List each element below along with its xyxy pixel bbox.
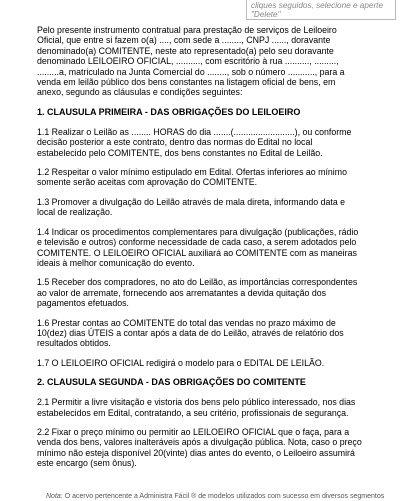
clause-1-2: 1.2 Respeitar o valor mínimo estipulado em Edital. Ofertas inferiores ao mínimo somente serão aceitas com aprovação do COMITENTE. [37,167,347,188]
intro-paragraph: Pelo presente instrumento contratual para prestação de serviços de Leiloeiro Oficial, que entre si fazem o(a) ...., com sede a ........, CNPJ ......, doravante denominado(a) COMITENTE, neste ato representado(a) pelo seu doravante denominado LEILOEIRO OFICIAL, .........., com escritório à rua .........., ........., .........a, matriculado na Junta Comercial do ........, sob o número ..........., para a venda em leilão público dos bens constantes na listagem oficial de bens, em anexo, segundo as cláusulas e condições seguintes: [37,25,345,98]
tooltip-hint [246,0,396,20]
footer-note-text: O acervo pertencente a Administra Fácil ® de modelos utilizados com sucesso em diversos segmentos [64,493,385,500]
footer-note-label: Nota: [46,493,63,500]
tooltip-text: cliques seguidos, selecione e aperte "Delete" [251,1,383,19]
clause-1-4: 1.4 Indicar os procedimentos complementares para divulgação (publicações, rádio e televisão e outros) conforme necessidade de cada caso, a serem adotados pelo COMITENTE. O LEILOEIRO OFICIAL auxiliará ao COMITENTE com as maneiras ideais à melhor comunicação do evento. [37,226,359,268]
clause-2-1: 2.1 Permitir a livre visitação e vistoria dos bens pelo público interessado, nos dias estabelecidos em Edital, contratando, a seu critério, profissionais de segurança. [37,397,356,418]
section-1-heading: 1. CLAUSULA PRIMEIRA - DAS OBRIGAÇÕES DO LEILOEIRO [37,106,301,117]
clause-1-1: 1.1 Realizar o Leilão as ........ HORAS do dia .......(.........................), ou conforme decisão posterior a este contrato, dentro das normas do Edital no local estabelecido pelo COMITENTE, dos bens constantes no Edital de Leilão. [37,126,352,158]
section-2-heading: 2. CLAUSULA SEGUNDA - DAS OBRIGAÇÕES DO COMITENTE [37,377,306,388]
clause-1-3: 1.3 Promover a divulgação do Leilão através de mala direta, informando data e local de realização. [37,196,346,218]
clause-1-6: 1.6 Prestar contas ao COMITENTE do total das vendas no prazo máximo de 10(dez) dias ÚTEIS a contar após a data de do Leilão, através de relatório dos resultados obtidos. [37,317,344,349]
clause-2-2: 2.2 Fixar o preço mínimo ou permitir ao LEILOEIRO OFICIAL que o faça, para a venda dos bens, valores inalteráveis após a divulgação pública. Nota, caso o preço mínimo não esteja disponível 20(vinte) dias antes do evento, o Leiloeiro assumirá este encargo (sem ônus). [37,426,362,469]
contract-document [37,25,363,478]
clause-1-7: 1.7 O LEILOEIRO OFICIAL redigirá o modelo para o EDITAL DE LEILÃO. [37,357,325,368]
clause-1-5: 1.5 Receber dos compradores, no ato do Leilão, as importâncias correspondentes ao valor de arremate, fornecendo aos arrematantes a devida quitação dos pagamentos efetuados. [37,277,358,309]
